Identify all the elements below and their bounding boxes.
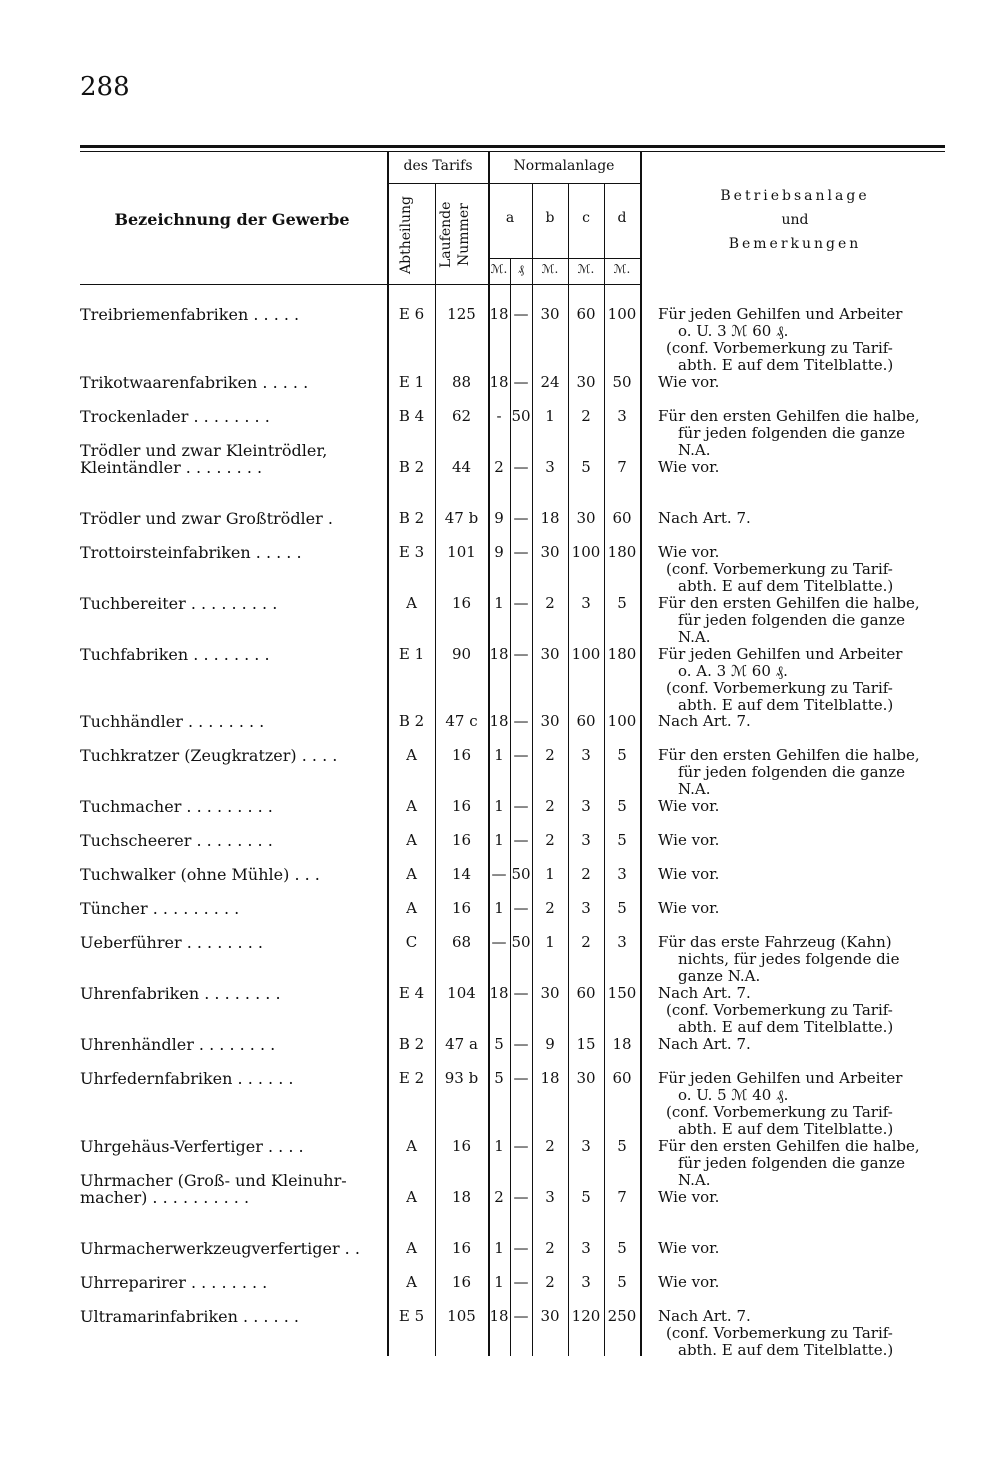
row-0-remark-line-1: o. U. 3 ℳ 60 ₰. <box>678 322 789 340</box>
row-3-name-line-1: Kleintändler . . . . . . . . <box>80 458 263 477</box>
row-19-name-line-0: Uhrmacher (Groß- und Kleinuhr- <box>80 1171 347 1190</box>
row-9-name-line-0: Tuchkratzer (Zeugkratzer) . . . . <box>80 746 338 765</box>
row-8-name-line-0: Tuchhändler . . . . . . . . <box>80 712 265 731</box>
row-10-name-line-0: Tuchmacher . . . . . . . . . <box>80 797 273 816</box>
row-6-nummer: 16 <box>451 594 472 612</box>
row-20-abtheilung: A <box>406 1239 417 1257</box>
header-laufende-1: Laufende <box>438 201 454 269</box>
row-15-remark-line-0: Nach Art. 7. <box>658 984 751 1002</box>
row-4-nummer: 47 b <box>444 509 479 527</box>
row-7-d: 180 <box>607 645 637 663</box>
row-19-a-pf: — <box>513 1188 529 1206</box>
row-16-a-pf: — <box>513 1035 529 1053</box>
row-11-b: 2 <box>545 831 555 849</box>
row-2-remark-line-2: N.A. <box>678 441 711 459</box>
row-2-name-line-0: Trockenlader . . . . . . . . <box>80 407 270 426</box>
row-3-remark-line-0: Wie vor. <box>658 458 720 476</box>
row-20-remark-line-0: Wie vor. <box>658 1239 720 1257</box>
row-18-b: 2 <box>545 1137 555 1155</box>
row-18-d: 5 <box>617 1137 627 1155</box>
row-9-d: 5 <box>617 746 627 764</box>
row-15-remark-line-2: abth. E auf dem Titelblatte.) <box>678 1018 894 1036</box>
row-21-abtheilung: A <box>406 1273 417 1291</box>
col-divider-6 <box>568 183 569 1356</box>
row-6-c: 3 <box>581 594 591 612</box>
header-col-a: a <box>505 210 515 226</box>
header-betrieb-2: und <box>781 212 809 228</box>
row-1-a-pf: — <box>513 373 529 391</box>
row-4-name-line-0: Trödler und zwar Großtrödler . <box>80 509 333 528</box>
row-7-remark-line-1: o. A. 3 ℳ 60 ₰. <box>678 662 788 680</box>
row-7-remark-line-0: Für jeden Gehilfen und Arbeiter <box>658 645 903 663</box>
row-6-remark-line-1: für jeden folgenden die ganze <box>678 611 906 629</box>
row-7-nummer: 90 <box>451 645 472 663</box>
row-4-a-mark: 9 <box>494 509 504 527</box>
row-3-b: 3 <box>545 458 555 476</box>
row-8-remark-line-0: Nach Art. 7. <box>658 712 751 730</box>
row-11-c: 3 <box>581 831 591 849</box>
row-5-abtheilung: E 3 <box>398 543 425 561</box>
header-unit-c: ℳ. <box>577 262 595 276</box>
row-15-remark-line-1: (conf. Vorbemerkung zu Tarif- <box>666 1001 893 1019</box>
header-col-d: d <box>617 210 627 226</box>
row-3-a-pf: — <box>513 458 529 476</box>
row-6-remark-line-2: N.A. <box>678 628 711 646</box>
row-15-a-pf: — <box>513 984 529 1002</box>
row-16-nummer: 47 a <box>445 1035 478 1053</box>
row-8-b: 30 <box>540 712 560 730</box>
row-17-a-pf: — <box>513 1069 529 1087</box>
row-13-nummer: 16 <box>451 899 472 917</box>
row-21-c: 3 <box>581 1273 591 1291</box>
row-1-a-mark: 18 <box>489 373 509 391</box>
row-9-remark-line-1: für jeden folgenden die ganze <box>678 763 906 781</box>
row-11-d: 5 <box>617 831 627 849</box>
row-18-remark-line-1: für jeden folgenden die ganze <box>678 1154 906 1172</box>
row-15-abtheilung: E 4 <box>398 984 425 1002</box>
row-14-remark-line-2: ganze N.A. <box>678 967 761 985</box>
row-4-abtheilung: B 2 <box>398 509 425 527</box>
row-19-b: 3 <box>545 1188 555 1206</box>
row-12-abtheilung: A <box>406 865 417 883</box>
row-20-c: 3 <box>581 1239 591 1257</box>
header-bottom-rule <box>80 284 642 285</box>
row-1-b: 24 <box>540 373 560 391</box>
row-3-d: 7 <box>617 458 627 476</box>
row-16-c: 15 <box>576 1035 596 1053</box>
row-22-d: 250 <box>607 1307 637 1325</box>
row-8-abtheilung: B 2 <box>398 712 425 730</box>
header-col-c: c <box>582 210 590 226</box>
row-5-remark-line-0: Wie vor. <box>658 543 720 561</box>
row-7-abtheilung: E 1 <box>398 645 425 663</box>
row-8-d: 100 <box>607 712 637 730</box>
row-14-a-mark: — <box>491 933 507 951</box>
col-divider-2 <box>435 183 436 1356</box>
row-0-remark-line-3: abth. E auf dem Titelblatte.) <box>678 356 894 374</box>
row-4-b: 18 <box>540 509 560 527</box>
col-divider-7 <box>604 183 605 1356</box>
row-4-d: 60 <box>612 509 632 527</box>
row-11-a-mark: 1 <box>494 831 504 849</box>
row-15-name-line-0: Uhrenfabriken . . . . . . . . <box>80 984 281 1003</box>
row-0-a-pf: — <box>513 305 529 323</box>
row-21-name-line-0: Uhrreparirer . . . . . . . . <box>80 1273 268 1292</box>
row-13-remark-line-0: Wie vor. <box>658 899 720 917</box>
row-6-a-pf: — <box>513 594 529 612</box>
row-8-a-pf: — <box>513 712 529 730</box>
row-21-a-mark: 1 <box>494 1273 504 1291</box>
row-2-c: 2 <box>581 407 591 425</box>
row-12-d: 3 <box>617 865 627 883</box>
row-5-remark-line-2: abth. E auf dem Titelblatte.) <box>678 577 894 595</box>
row-22-remark-line-2: abth. E auf dem Titelblatte.) <box>678 1341 894 1359</box>
row-10-c: 3 <box>581 797 591 815</box>
row-5-b: 30 <box>540 543 560 561</box>
row-8-c: 60 <box>576 712 596 730</box>
row-13-abtheilung: A <box>406 899 417 917</box>
header-normalanlage: Normalanlage <box>513 158 615 174</box>
row-3-name-line-0: Trödler und zwar Kleintrödler, <box>80 441 328 460</box>
row-22-abtheilung: E 5 <box>398 1307 425 1325</box>
row-18-remark-line-2: N.A. <box>678 1171 711 1189</box>
row-18-c: 3 <box>581 1137 591 1155</box>
row-6-name-line-0: Tuchbereiter . . . . . . . . . <box>80 594 278 613</box>
row-3-abtheilung: B 2 <box>398 458 425 476</box>
row-7-remark-line-2: (conf. Vorbemerkung zu Tarif- <box>666 679 893 697</box>
row-17-remark-line-2: (conf. Vorbemerkung zu Tarif- <box>666 1103 893 1121</box>
row-16-b: 9 <box>545 1035 555 1053</box>
row-4-a-pf: — <box>513 509 529 527</box>
row-22-a-pf: — <box>513 1307 529 1325</box>
row-19-a-mark: 2 <box>494 1188 504 1206</box>
row-8-nummer: 47 c <box>445 712 478 730</box>
row-7-b: 30 <box>540 645 560 663</box>
row-18-nummer: 16 <box>451 1137 472 1155</box>
row-2-b: 1 <box>545 407 555 425</box>
row-6-d: 5 <box>617 594 627 612</box>
row-0-a-mark: 18 <box>489 305 509 323</box>
row-13-a-pf: — <box>513 899 529 917</box>
row-6-remark-line-0: Für den ersten Gehilfen die halbe, <box>658 594 920 612</box>
row-18-abtheilung: A <box>406 1137 417 1155</box>
row-5-d: 180 <box>607 543 637 561</box>
row-7-a-mark: 18 <box>489 645 509 663</box>
header-col-b: b <box>545 210 555 226</box>
row-16-name-line-0: Uhrenhändler . . . . . . . . <box>80 1035 276 1054</box>
row-0-name-line-0: Treibriemenfabriken . . . . . <box>80 305 300 324</box>
row-12-remark-line-0: Wie vor. <box>658 865 720 883</box>
row-12-b: 1 <box>545 865 555 883</box>
row-21-nummer: 16 <box>451 1273 472 1291</box>
row-17-a-mark: 5 <box>494 1069 504 1087</box>
row-10-abtheilung: A <box>406 797 417 815</box>
row-18-a-pf: — <box>513 1137 529 1155</box>
row-12-a-mark: — <box>491 865 507 883</box>
row-7-c: 100 <box>571 645 601 663</box>
row-19-c: 5 <box>581 1188 591 1206</box>
row-9-abtheilung: A <box>406 746 417 764</box>
row-17-remark-line-3: abth. E auf dem Titelblatte.) <box>678 1120 894 1138</box>
row-6-b: 2 <box>545 594 555 612</box>
top-rule-thin <box>80 151 945 152</box>
row-16-abtheilung: B 2 <box>398 1035 425 1053</box>
row-6-a-mark: 1 <box>494 594 504 612</box>
row-17-d: 60 <box>612 1069 632 1087</box>
row-19-remark-line-0: Wie vor. <box>658 1188 720 1206</box>
row-3-nummer: 44 <box>451 458 472 476</box>
header-betrieb-3: Bemerkungen <box>728 236 862 252</box>
row-17-abtheilung: E 2 <box>398 1069 425 1087</box>
row-14-remark-line-1: nichts, für jedes folgende die <box>678 950 900 968</box>
row-18-name-line-0: Uhrgehäus-Verfertiger . . . . <box>80 1137 304 1156</box>
row-2-d: 3 <box>617 407 627 425</box>
row-0-d: 100 <box>607 305 637 323</box>
row-15-nummer: 104 <box>447 984 476 1002</box>
row-15-c: 60 <box>576 984 596 1002</box>
row-1-c: 30 <box>576 373 596 391</box>
row-5-remark-line-1: (conf. Vorbemerkung zu Tarif- <box>666 560 893 578</box>
row-14-remark-line-0: Für das erste Fahrzeug (Kahn) <box>658 933 892 951</box>
row-13-b: 2 <box>545 899 555 917</box>
row-7-a-pf: — <box>513 645 529 663</box>
header-betrieb-1: Betriebsanlage <box>720 188 870 204</box>
row-11-name-line-0: Tuchscheerer . . . . . . . . <box>80 831 273 850</box>
row-11-a-pf: — <box>513 831 529 849</box>
row-3-a-mark: 2 <box>494 458 504 476</box>
header-abtheilung: Abtheilung <box>398 196 414 274</box>
col-divider-5 <box>532 183 533 1356</box>
row-21-b: 2 <box>545 1273 555 1291</box>
row-8-a-mark: 18 <box>489 712 509 730</box>
row-10-nummer: 16 <box>451 797 472 815</box>
row-14-c: 2 <box>581 933 591 951</box>
row-2-remark-line-1: für jeden folgenden die ganze <box>678 424 906 442</box>
row-17-nummer: 93 b <box>444 1069 479 1087</box>
row-18-remark-line-0: Für den ersten Gehilfen die halbe, <box>658 1137 920 1155</box>
row-21-a-pf: — <box>513 1273 529 1291</box>
header-unit-b: ℳ. <box>541 262 559 276</box>
header-laufende-2: Nummer <box>456 203 472 267</box>
row-21-remark-line-0: Wie vor. <box>658 1273 720 1291</box>
row-18-a-mark: 1 <box>494 1137 504 1155</box>
row-0-remark-line-2: (conf. Vorbemerkung zu Tarif- <box>666 339 893 357</box>
row-5-nummer: 101 <box>447 543 476 561</box>
row-14-d: 3 <box>617 933 627 951</box>
row-14-nummer: 68 <box>451 933 472 951</box>
row-13-c: 3 <box>581 899 591 917</box>
row-10-a-mark: 1 <box>494 797 504 815</box>
row-19-name-line-1: macher) . . . . . . . . . . <box>80 1188 250 1207</box>
row-19-d: 7 <box>617 1188 627 1206</box>
row-0-b: 30 <box>540 305 560 323</box>
row-15-b: 30 <box>540 984 560 1002</box>
row-9-nummer: 16 <box>451 746 472 764</box>
row-1-d: 50 <box>612 373 632 391</box>
row-21-d: 5 <box>617 1273 627 1291</box>
row-14-abtheilung: C <box>405 933 418 951</box>
row-5-name-line-0: Trottoirsteinfabriken . . . . . <box>80 543 302 562</box>
row-5-a-pf: — <box>513 543 529 561</box>
row-10-a-pf: — <box>513 797 529 815</box>
row-22-remark-line-0: Nach Art. 7. <box>658 1307 751 1325</box>
row-2-a-pf: 50 <box>511 407 531 425</box>
row-12-a-pf: 50 <box>511 865 531 883</box>
col-divider-8 <box>640 151 642 1356</box>
row-22-remark-line-1: (conf. Vorbemerkung zu Tarif- <box>666 1324 893 1342</box>
row-22-a-mark: 18 <box>489 1307 509 1325</box>
row-13-a-mark: 1 <box>494 899 504 917</box>
row-0-remark-line-0: Für jeden Gehilfen und Arbeiter <box>658 305 903 323</box>
header-unit-a-m: ℳ. <box>490 262 508 276</box>
row-13-name-line-0: Tüncher . . . . . . . . . <box>80 899 240 918</box>
row-12-nummer: 14 <box>451 865 472 883</box>
row-19-abtheilung: A <box>406 1188 417 1206</box>
row-20-name-line-0: Uhrmacherwerkzeugverfertiger . . <box>80 1239 360 1258</box>
row-12-c: 2 <box>581 865 591 883</box>
row-11-abtheilung: A <box>406 831 417 849</box>
row-5-a-mark: 9 <box>494 543 504 561</box>
top-rule <box>80 145 945 148</box>
row-11-nummer: 16 <box>451 831 472 849</box>
row-12-name-line-0: Tuchwalker (ohne Mühle) . . . <box>80 865 320 884</box>
row-9-a-pf: — <box>513 746 529 764</box>
row-7-remark-line-3: abth. E auf dem Titelblatte.) <box>678 696 894 714</box>
row-22-b: 30 <box>540 1307 560 1325</box>
row-13-d: 5 <box>617 899 627 917</box>
row-17-b: 18 <box>540 1069 560 1087</box>
row-1-name-line-0: Trikotwaarenfabriken . . . . . <box>80 373 309 392</box>
row-16-remark-line-0: Nach Art. 7. <box>658 1035 751 1053</box>
row-20-d: 5 <box>617 1239 627 1257</box>
row-2-nummer: 62 <box>451 407 472 425</box>
row-1-nummer: 88 <box>451 373 472 391</box>
row-2-remark-line-0: Für den ersten Gehilfen die halbe, <box>658 407 920 425</box>
row-9-remark-line-0: Für den ersten Gehilfen die halbe, <box>658 746 920 764</box>
row-20-b: 2 <box>545 1239 555 1257</box>
row-11-remark-line-0: Wie vor. <box>658 831 720 849</box>
row-5-c: 100 <box>571 543 601 561</box>
row-20-nummer: 16 <box>451 1239 472 1257</box>
row-10-b: 2 <box>545 797 555 815</box>
row-1-abtheilung: E 1 <box>398 373 425 391</box>
row-10-d: 5 <box>617 797 627 815</box>
header-unit-d: ℳ. <box>613 262 631 276</box>
row-4-c: 30 <box>576 509 596 527</box>
row-15-d: 150 <box>607 984 637 1002</box>
row-14-b: 1 <box>545 933 555 951</box>
row-3-c: 5 <box>581 458 591 476</box>
row-17-name-line-0: Uhrfedernfabriken . . . . . . <box>80 1069 294 1088</box>
header-group-rule <box>388 183 640 184</box>
row-4-remark-line-0: Nach Art. 7. <box>658 509 751 527</box>
row-0-nummer: 125 <box>447 305 476 323</box>
row-14-name-line-0: Ueberführer . . . . . . . . <box>80 933 263 952</box>
row-16-d: 18 <box>612 1035 632 1053</box>
header-name-column: Bezeichnung der Gewerbe <box>114 210 350 229</box>
row-15-a-mark: 18 <box>489 984 509 1002</box>
row-0-c: 60 <box>576 305 596 323</box>
row-17-remark-line-0: Für jeden Gehilfen und Arbeiter <box>658 1069 903 1087</box>
row-2-abtheilung: B 4 <box>398 407 425 425</box>
row-7-name-line-0: Tuchfabriken . . . . . . . . <box>80 645 270 664</box>
row-2-a-mark: - <box>496 407 502 425</box>
row-20-a-pf: — <box>513 1239 529 1257</box>
row-16-a-mark: 5 <box>494 1035 504 1053</box>
row-10-remark-line-0: Wie vor. <box>658 797 720 815</box>
row-0-abtheilung: E 6 <box>398 305 425 323</box>
page-number: 288 <box>80 72 130 102</box>
row-9-remark-line-2: N.A. <box>678 780 711 798</box>
row-14-a-pf: 50 <box>511 933 531 951</box>
row-9-a-mark: 1 <box>494 746 504 764</box>
row-22-name-line-0: Ultramarinfabriken . . . . . . <box>80 1307 299 1326</box>
row-6-abtheilung: A <box>406 594 417 612</box>
row-1-remark-line-0: Wie vor. <box>658 373 720 391</box>
row-9-b: 2 <box>545 746 555 764</box>
row-9-c: 3 <box>581 746 591 764</box>
header-unit-a-pf: ₰ <box>518 262 524 276</box>
row-17-remark-line-1: o. U. 5 ℳ 40 ₰. <box>678 1086 789 1104</box>
row-17-c: 30 <box>576 1069 596 1087</box>
header-tarif-group: des Tarifs <box>403 158 473 174</box>
row-20-a-mark: 1 <box>494 1239 504 1257</box>
row-22-c: 120 <box>571 1307 601 1325</box>
row-22-nummer: 105 <box>447 1307 476 1325</box>
row-19-nummer: 18 <box>451 1188 472 1206</box>
